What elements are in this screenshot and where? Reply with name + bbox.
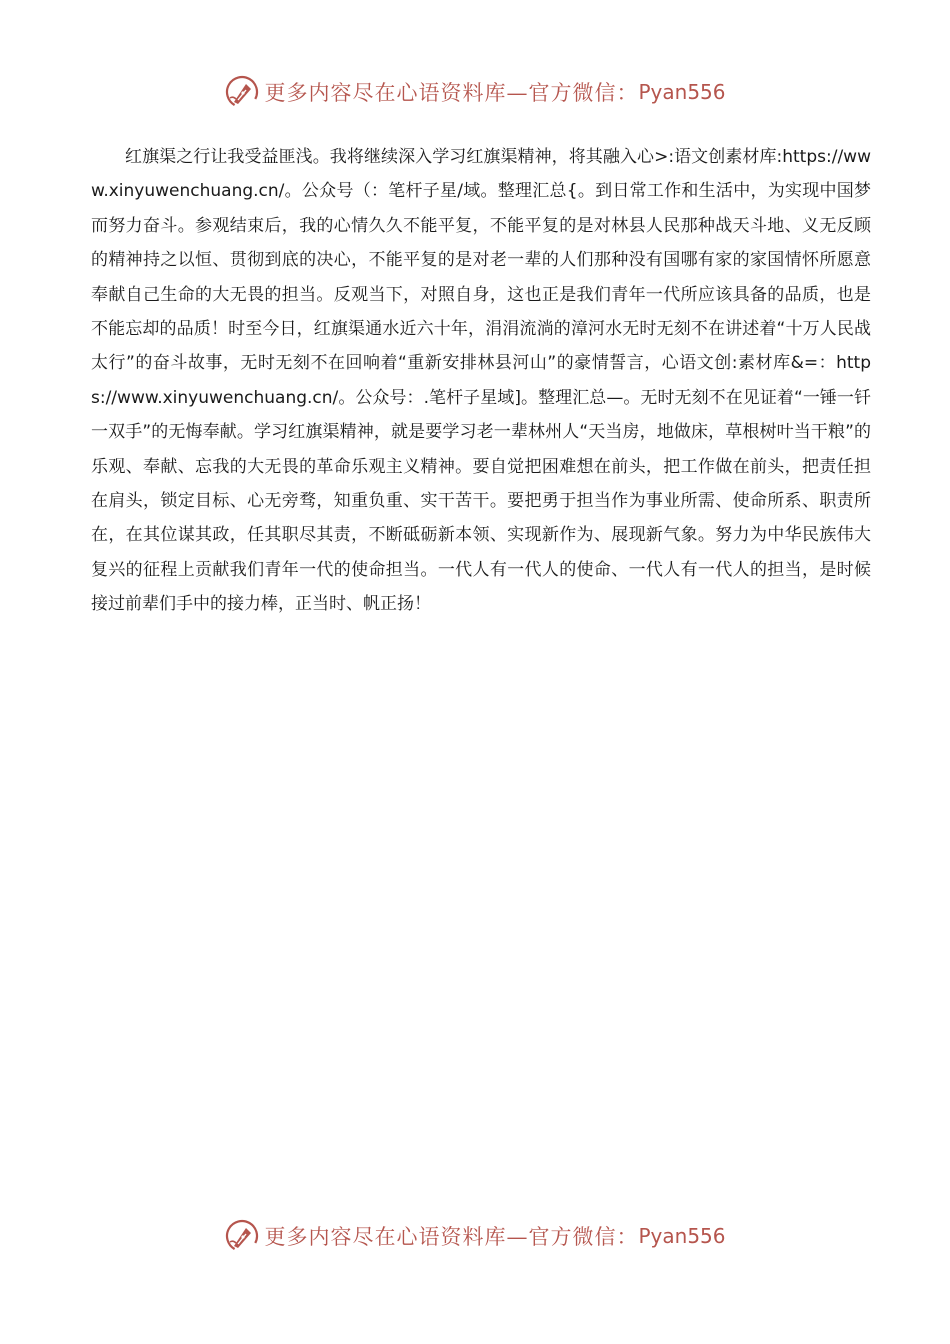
header-banner [0, 72, 950, 112]
footer-banner [0, 1216, 950, 1256]
body-paragraph: 红旗渠之行让我受益匪浅。我将继续深入学习红旗渠精神，将其融入心>:语文创素材库:https://www.xinyuwenchuang.cn/。公众号（：笔杆子星/域。整理汇总{。到日常工作和生活中，为实现中国梦而努力奋斗。参观结束后，我的心情久久不能平复，不能平复的是对林县人民那种战天斗地、义无反顾的精神持之以恒、贯彻到底的决心，不能平复的是对老一辈的人们那种没有国哪有家的家国情怀所愿意奉献自己生命的大无畏的担当。反观当下，对照自身，这也正是我们青年一代所应该具备的品质，也是不能忘却的品质！时至今日，红旗渠通水近六十年，涓涓流淌的漳河水无时无刻不在讲述着“十万人民战太行”的奋斗故事，无时无刻不在回响着“重新安排林县河山”的豪情誓言，心语文创:素材库&=：https://www.xinyuwenchuang.cn/。公众号：.笔杆子星域]。整理汇总—。无时无刻不在见证着“一锤一钎一双手”的无悔奉献。学习红旗渠精神，就是要学习老一辈林州人“天当房，地做床，草根树叶当干粮”的乐观、奉献、忘我的大无畏的革命乐观主义精神。要自觉把困难想在前头，把工作做在前头，把责任担在肩头，锁定目标、心无旁骛，知重负重、实干苦干。要把勇于担当作为事业所需、使命所系、职责所在，在其位谋其政，任其职尽其责，不断砥砺新本领、实现新作为、展现新气象。努力为中华民族伟大复兴的征程上贡献我们青年一代的使命担当。一代人有一代人的使命、一代人有一代人的担当，是时候接过前辈们手中的接力棒，正当时、帆正扬！ [91, 147, 871, 615]
pen-nib-logo-icon [224, 1218, 260, 1254]
document-body [91, 140, 871, 622]
header-banner-text: 更多内容尽在心语资料库—官方微信： [264, 81, 639, 105]
footer-wechat-id: Pyan556 [638, 1224, 726, 1248]
header-wechat-id: Pyan556 [638, 80, 726, 104]
footer-banner-text: 更多内容尽在心语资料库—官方微信： [264, 1225, 639, 1249]
pen-nib-logo-icon [224, 74, 260, 110]
